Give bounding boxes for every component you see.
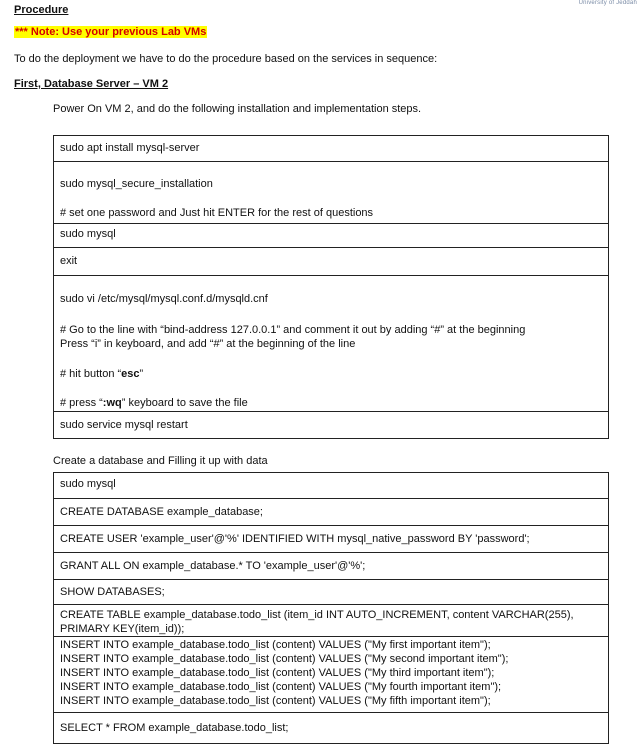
command-text: sudo mysql_secure_installation: [60, 178, 213, 190]
comment-fragment: # hit button “: [60, 368, 122, 380]
command-comment: [60, 368, 143, 381]
command-text: SELECT * FROM example_database.todo_list;: [60, 722, 289, 734]
command-comment: # Go to the line with “bind-address 127.0.0.1” and comment it out by adding “#” at the beginning: [60, 324, 526, 336]
command-row: [54, 525, 608, 552]
key-wq: :wq: [102, 397, 122, 409]
command-row: [54, 411, 608, 440]
database-commands-table: [53, 472, 609, 744]
comment-fragment: ” keyboard to save the file: [121, 397, 248, 409]
command-row: [54, 275, 608, 411]
command-text: CREATE DATABASE example_database;: [60, 506, 263, 518]
note-text: *** Note: Use your previous Lab VMs: [15, 26, 207, 38]
intro-text: To do the deployment we have to do the procedure based on the services in sequence:: [14, 53, 438, 65]
command-text: PRIMARY KEY(item_id));: [60, 623, 185, 635]
command-text: sudo mysql: [60, 478, 116, 490]
command-text: exit: [60, 255, 78, 267]
command-text: sudo vi /etc/mysql/mysql.conf.d/mysqld.cnf: [60, 293, 268, 305]
command-row: [54, 579, 608, 604]
insert-command: INSERT INTO example_database.todo_list (content) VALUES ("My fourth important item");: [60, 681, 502, 693]
section2-title: Create a database and Filling it up with data: [53, 455, 268, 467]
command-row: [54, 136, 608, 161]
command-row: [54, 552, 608, 579]
command-text: sudo service mysql restart: [60, 419, 188, 431]
command-row: [54, 473, 608, 498]
command-row: [54, 636, 608, 712]
command-text: sudo apt install mysql-server: [60, 142, 200, 154]
command-text: SHOW DATABASES;: [60, 586, 165, 598]
command-row: [54, 247, 608, 275]
university-logo-text: University of Jeddah: [578, 0, 637, 6]
procedure-title: Procedure: [14, 4, 69, 16]
command-row: [54, 712, 608, 745]
command-row: [54, 161, 608, 223]
section1-instruction: Power On VM 2, and do the following installation and implementation steps.: [53, 103, 422, 115]
section1-title: First, Database Server – VM 2: [14, 78, 169, 90]
command-comment: # set one password and Just hit ENTER for the rest of questions: [60, 207, 374, 219]
vm2-commands-table: [53, 135, 609, 439]
command-comment: Press “i” in keyboard, and add “#” at the beginning of the line: [60, 338, 356, 350]
comment-fragment: ”: [139, 368, 144, 380]
key-esc: esc: [121, 368, 140, 380]
insert-command: INSERT INTO example_database.todo_list (content) VALUES ("My second important item");: [60, 653, 509, 665]
command-text: sudo mysql: [60, 228, 116, 240]
command-comment: [60, 397, 248, 410]
insert-command: INSERT INTO example_database.todo_list (content) VALUES ("My third important item");: [60, 667, 495, 679]
command-text: GRANT ALL ON example_database.* TO 'example_user'@'%';: [60, 560, 366, 572]
command-row: [54, 223, 608, 247]
insert-command: INSERT INTO example_database.todo_list (content) VALUES ("My first important item");: [60, 639, 491, 651]
command-row: [54, 604, 608, 636]
note-line: [14, 26, 207, 38]
command-row: [54, 498, 608, 525]
comment-fragment: # press “: [60, 397, 103, 409]
command-text: CREATE USER 'example_user'@'%' IDENTIFIED WITH mysql_native_password BY 'password';: [60, 533, 530, 545]
command-text: CREATE TABLE example_database.todo_list (item_id INT AUTO_INCREMENT, content VARCHAR(255),: [60, 609, 574, 621]
insert-command: INSERT INTO example_database.todo_list (content) VALUES ("My fifth important item");: [60, 695, 491, 707]
